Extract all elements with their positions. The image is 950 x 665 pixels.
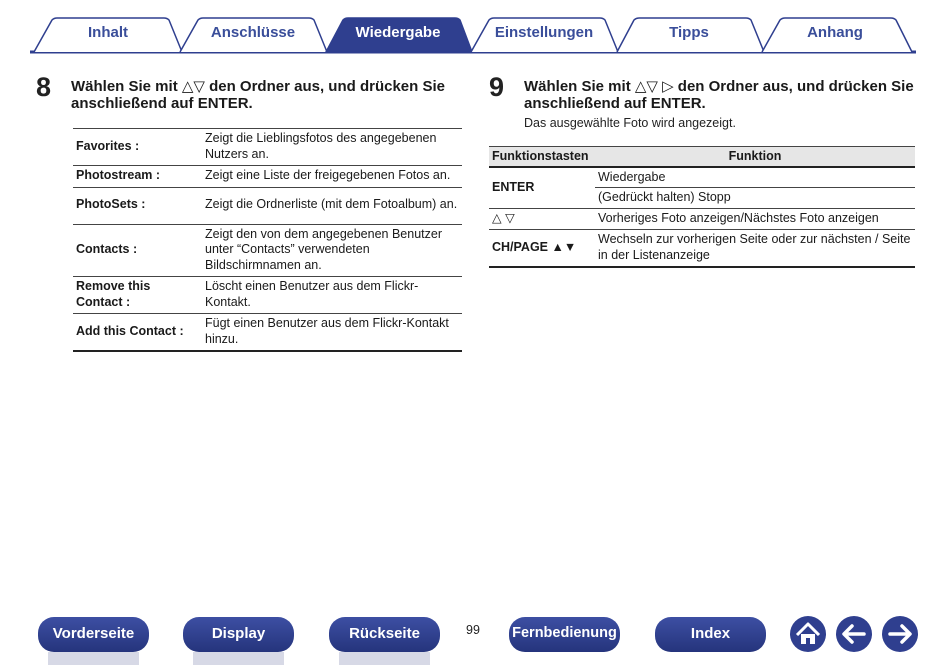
row-value-photosets: Zeigt die Ordnerliste (mit dem Fotoalbum) an. (202, 187, 462, 224)
tab-wiedergabe[interactable]: Wiedergabe (355, 24, 441, 41)
tab-bar (30, 16, 916, 54)
prev-page-button-shadow (48, 652, 139, 665)
tab-anschluesse[interactable]: Anschlüsse (210, 24, 296, 41)
key-arrows: △ ▽ (489, 209, 595, 230)
step-9-title (524, 78, 914, 112)
row-key-remove-contact: Remove this Contact : (73, 277, 202, 314)
step-8-table (73, 128, 462, 352)
table-row (73, 314, 462, 352)
tab-inhalt[interactable]: Inhalt (88, 24, 128, 41)
table-row (73, 166, 462, 188)
step-8-title (71, 78, 445, 112)
table-row (489, 230, 915, 267)
row-value-contacts: Zeigt den von dem angegebenen Benutzer unter “Contacts” verwendeten Bildschirmnamen an. (202, 224, 462, 277)
table-row (73, 187, 462, 224)
table-row (73, 277, 462, 314)
fn-arrows: Vorheriges Foto anzeigen/Nächstes Foto anzeigen (595, 209, 915, 230)
table-row (73, 224, 462, 277)
step-8-title-line2: anschließend auf ENTER. (71, 95, 253, 112)
row-value-remove-contact: Löscht einen Benutzer aus dem Flickr-Kontakt. (202, 277, 462, 314)
step-9-title-line2: anschließend auf ENTER. (524, 95, 706, 112)
row-value-add-contact: Fügt einen Benutzer aus dem Flickr-Kontakt hinzu. (202, 314, 462, 352)
step-8-number: 8 (36, 72, 52, 102)
step-9-title-line1: Wählen Sie mit △▽ ▷ den Ordner aus, und drücken Sie (524, 78, 914, 95)
prev-page-button[interactable]: Vorderseite (38, 617, 149, 652)
step-8-title-line1: Wählen Sie mit △▽ den Ordner aus, und drücken Sie (71, 78, 445, 95)
tab-tipps[interactable]: Tipps (669, 24, 709, 41)
table-header-row (489, 147, 915, 167)
row-key-favorites: Favorites : (73, 129, 202, 166)
back-page-button-shadow (339, 652, 430, 665)
tab-einstellungen[interactable]: Einstellungen (494, 24, 594, 41)
fn-enter-stop: (Gedrückt halten) Stopp (595, 188, 915, 209)
key-enter: ENTER (489, 167, 595, 209)
index-button[interactable]: Index (655, 617, 766, 652)
arrow-left-icon[interactable] (835, 615, 873, 653)
step-9-table (489, 146, 915, 268)
table-row (489, 167, 915, 188)
key-chpage: CH/PAGE ▲▼ (489, 230, 595, 267)
row-value-favorites: Zeigt die Lieblingsfotos des angegebenen Nutzers an. (202, 129, 462, 166)
step-9-number: 9 (489, 72, 505, 102)
row-key-photosets: PhotoSets : (73, 187, 202, 224)
arrow-right-icon[interactable] (881, 615, 919, 653)
fn-enter-play: Wiedergabe (595, 167, 915, 188)
tab-anhang[interactable]: Anhang (807, 24, 863, 41)
row-value-photostream: Zeigt eine Liste der freigegebenen Fotos an. (202, 166, 462, 188)
table-row (73, 129, 462, 166)
display-button-shadow (193, 652, 284, 665)
row-key-photostream: Photostream : (73, 166, 202, 188)
back-page-button[interactable]: Rückseite (329, 617, 440, 652)
display-button[interactable]: Display (183, 617, 294, 652)
header-keys: Funktionstasten (489, 147, 595, 167)
header-function: Funktion (595, 147, 915, 167)
row-key-add-contact: Add this Contact : (73, 314, 202, 352)
page-number: 99 (466, 623, 480, 637)
step-9-subtitle: Das ausgewählte Foto wird angezeigt. (524, 116, 736, 130)
home-icon[interactable] (789, 615, 827, 653)
table-row (489, 209, 915, 230)
remote-button[interactable]: Fernbedienung (509, 617, 620, 652)
fn-chpage: Wechseln zur vorherigen Seite oder zur nächsten / Seite in der Listenanzeige (595, 230, 915, 267)
row-key-contacts: Contacts : (73, 224, 202, 277)
